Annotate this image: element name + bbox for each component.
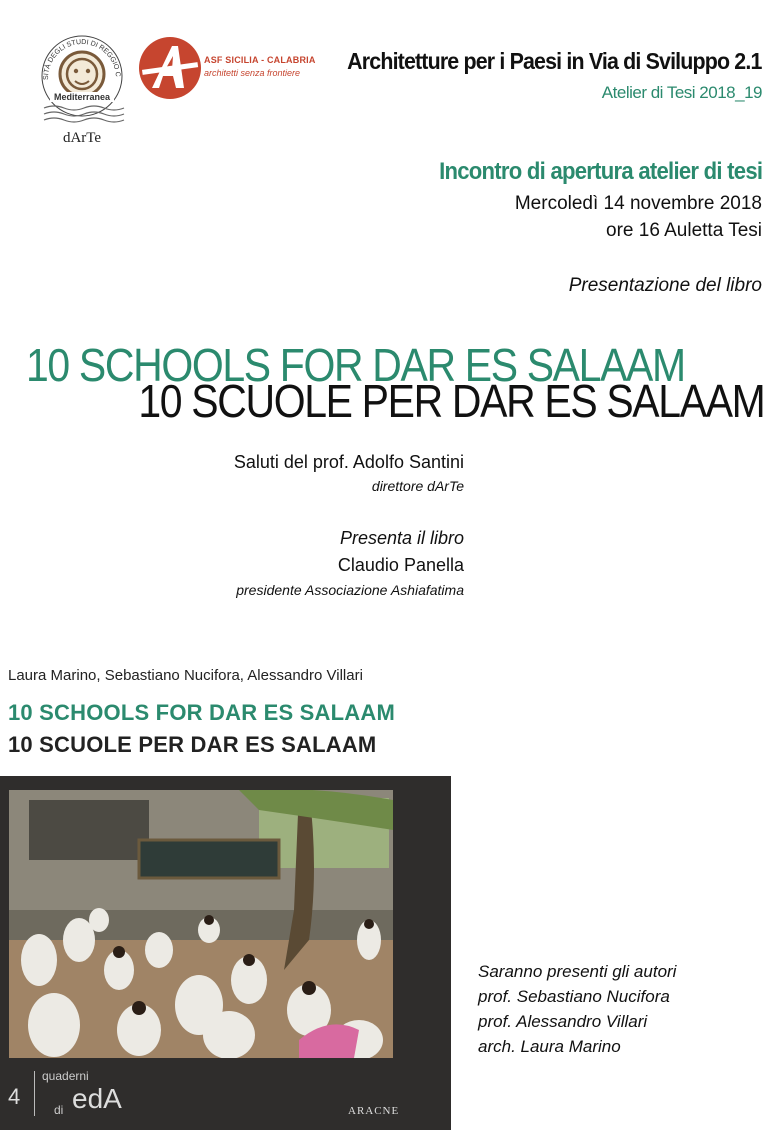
cover-title-english: 10 SCHOOLS FOR DAR ES SALAAM [8, 700, 395, 725]
event-date: Mercoledì 14 novembre 2018 [514, 193, 762, 214]
series-number: 4 [8, 1084, 21, 1109]
book-title-italian: 10 SCUOLE PER DAR ES SALAAM [137, 375, 764, 427]
event-heading: Incontro di apertura atelier di tesi [438, 158, 762, 185]
presentation-label: Presentazione del libro [568, 275, 762, 296]
greeting-line: Saluti del prof. Adolfo Santini [233, 452, 464, 472]
asf-name: ASF SICILIA - CALABRIA [204, 55, 316, 65]
classroom-photo [9, 790, 393, 1058]
asf-emblem-icon [138, 36, 202, 100]
series-name-di: di [54, 1103, 64, 1117]
university-logo [36, 26, 128, 150]
university-arc-text: SITÀ DEGLI STUDI DI REGGIO C [42, 38, 122, 81]
atelier-label: Atelier di Tesi 2018_19 [601, 83, 762, 102]
publisher-name: ARACNE [348, 1105, 400, 1117]
series-divider [34, 1071, 35, 1116]
series-name-eda: edA [72, 1083, 122, 1114]
university-band-text: Mediterranea [53, 92, 111, 102]
asf-subtitle: architetti senza frontiere [204, 68, 301, 78]
course-title: Architetture per i Paesi in Via di Sviluppo 2.1 [347, 48, 762, 74]
university-seal-icon [36, 26, 128, 130]
department-label: dArTe [62, 130, 102, 146]
author-name: prof. Alessandro Villari [478, 1012, 648, 1031]
presents-label: Presenta il libro [339, 528, 464, 548]
author-name: arch. Laura Marino [478, 1037, 621, 1056]
event-time-place: ore 16 Auletta Tesi [606, 220, 762, 241]
cover-authors: Laura Marino, Sebastiano Nucifora, Alessandro Villari [8, 667, 363, 684]
author-name: prof. Sebastiano Nucifora [478, 987, 670, 1006]
authors-note-intro: Saranno presenti gli autori [478, 962, 677, 981]
asf-logo [138, 36, 318, 104]
presenter-name: Claudio Panella [337, 555, 464, 575]
presenter-role: presidente Associazione Ashiafatima [236, 582, 464, 598]
greeting-role: direttore dArTe [371, 478, 464, 494]
book-title-english: 10 SCHOOLS FOR DAR ES SALAAM [26, 339, 685, 391]
book-cover [0, 643, 451, 1130]
cover-title-italian: 10 SCUOLE PER DAR ES SALAAM [8, 732, 377, 757]
series-name-quaderni: quaderni [42, 1069, 89, 1083]
